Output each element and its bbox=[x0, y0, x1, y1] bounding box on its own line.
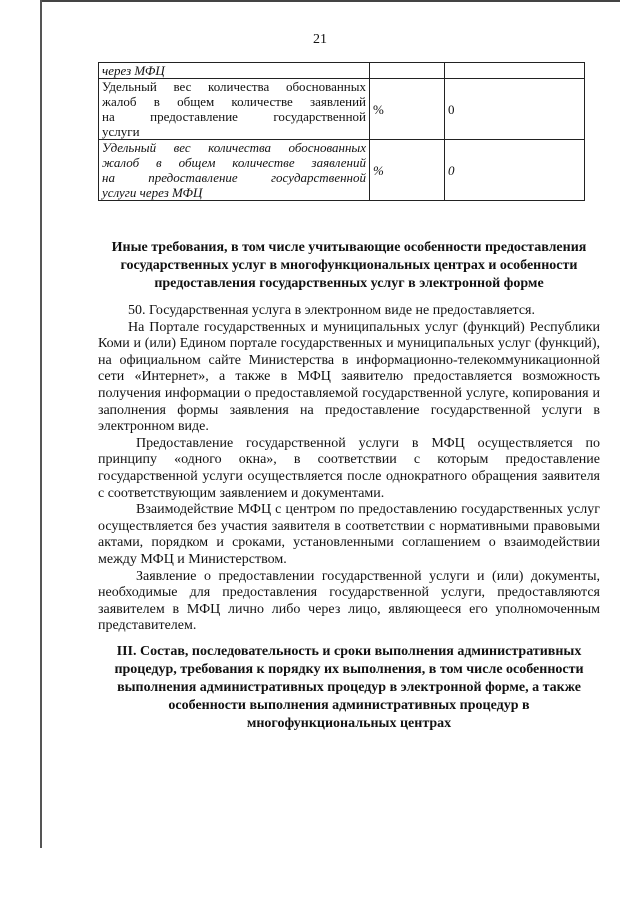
table-cell-unit: % bbox=[370, 140, 445, 201]
paragraph: Заявление о предоставлении государственной услуги и (или) документы, необходимые для предоставления государственной услуги, предоставляются заявителем в МФЦ лично либо через лицо, являющееся его уполномоченным представителем. bbox=[98, 568, 600, 634]
table-cell-unit: % bbox=[370, 79, 445, 140]
table-cell-value bbox=[445, 63, 585, 79]
table-cell-value: 0 bbox=[445, 140, 585, 201]
cell-line: Удельный вес количества обоснованных bbox=[102, 79, 366, 94]
cell-line: на предоставление государственной bbox=[102, 170, 366, 185]
chapter-heading: III. Состав, последовательность и сроки выполнения административных процедур, требования к порядку их выполнения, в том числе особенности выполнения административных процедур в электронной форме, а также особенности выполнения административных процедур в многофункциональных центрах bbox=[114, 644, 584, 731]
cell-line: жалоб в общем количестве заявлений bbox=[102, 155, 366, 170]
table-cell-value: 0 bbox=[445, 79, 585, 140]
table-row bbox=[99, 140, 585, 201]
paragraph: Взаимодействие МФЦ с центром по предоставлению государственных услуг осуществляется без участия заявителя в соответствии с нормативными правовыми актами, порядком и сроками, установленными соглашением о взаимодействии между МФЦ и Министерством. bbox=[98, 502, 600, 567]
paragraph: На Портале государственных и муниципальных услуг (функций) Республики Коми и (или) Едином портале государственных и муниципальных услуг (функций), на официальном сайте Министерства в информационно-телекоммуникационной сети «Интернет», а также в МФЦ заявителю предоставляется возможность получения информации о предоставляемой государственной услуге, копирования и заполнения формы заявления на предоставление государственной услуги в электронном виде. bbox=[98, 319, 600, 435]
cell-line: услуги через МФЦ bbox=[102, 185, 203, 200]
indicators-table bbox=[98, 62, 585, 201]
table-cell-indicator bbox=[99, 140, 370, 201]
table-row bbox=[99, 79, 585, 140]
cell-line: жалоб в общем количестве заявлений bbox=[102, 94, 366, 109]
table-cell-indicator: через МФЦ bbox=[99, 63, 370, 79]
cell-line: услуги bbox=[102, 124, 140, 139]
table-row bbox=[99, 63, 585, 79]
table-cell-indicator bbox=[99, 79, 370, 140]
body-paragraphs bbox=[98, 303, 600, 635]
table-cell-unit bbox=[370, 63, 445, 79]
cell-line: на предоставление государственной bbox=[102, 109, 366, 124]
paragraph: Предоставление государственной услуги в МФЦ осуществляется по принципу «одного окна», в соответствии с которым предоставление государственной услуги осуществляется после однократного обращения заявителя с соответствующим заявлением и документами. bbox=[98, 435, 600, 501]
section-heading: Иные требования, в том числе учитывающие особенности предоставления государственных услуг в многофункциональных центрах и особенности предоставления государственных услуг в электронной форме bbox=[111, 240, 587, 291]
scan-border-left bbox=[40, 0, 42, 848]
cell-line: Удельный вес количества обоснованных bbox=[102, 140, 366, 155]
scan-border-top bbox=[40, 0, 620, 2]
paragraph: 50. Государственная услуга в электронном виде не предоставляется. bbox=[128, 303, 535, 318]
page-number: 21 bbox=[313, 32, 327, 47]
